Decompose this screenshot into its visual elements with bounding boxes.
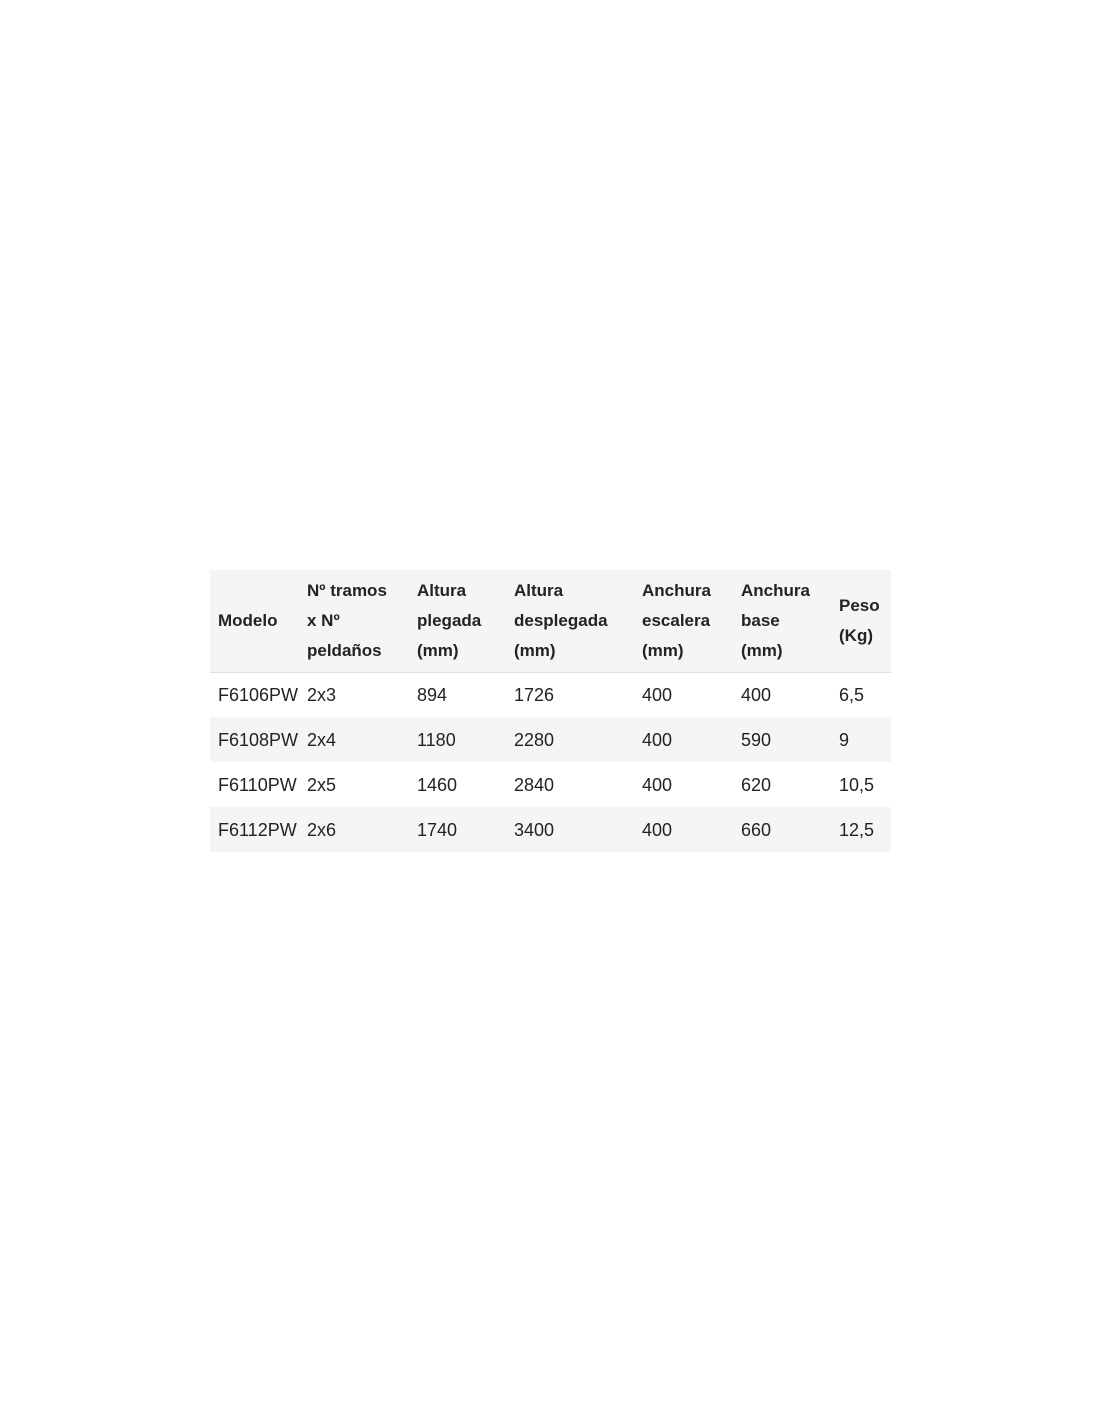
spec-table-body [210, 672, 891, 852]
header-anchura-base: Anchura base (mm) [733, 570, 831, 672]
spec-table-header [210, 570, 891, 672]
cell-peso: 9 [831, 717, 891, 762]
table-row [210, 717, 891, 762]
header-anchura-escalera: Anchura escalera (mm) [634, 570, 733, 672]
cell-altura-desplegada: 2280 [506, 717, 634, 762]
header-peso: Peso (Kg) [831, 570, 891, 672]
cell-altura-plegada: 1460 [409, 762, 506, 807]
cell-modelo: F6112PW [210, 807, 299, 852]
header-altura-plegada: Altura plegada (mm) [409, 570, 506, 672]
cell-altura-desplegada: 3400 [506, 807, 634, 852]
cell-modelo: F6106PW [210, 672, 299, 717]
table-row [210, 807, 891, 852]
cell-anchura-escalera: 400 [634, 717, 733, 762]
cell-anchura-base: 660 [733, 807, 831, 852]
cell-altura-plegada: 1180 [409, 717, 506, 762]
cell-anchura-escalera: 400 [634, 807, 733, 852]
cell-altura-desplegada: 1726 [506, 672, 634, 717]
cell-altura-desplegada: 2840 [506, 762, 634, 807]
cell-tramos-peldanos: 2x5 [299, 762, 409, 807]
table-row [210, 672, 891, 717]
cell-tramos-peldanos: 2x3 [299, 672, 409, 717]
cell-anchura-escalera: 400 [634, 762, 733, 807]
spec-table-container [210, 570, 891, 852]
cell-anchura-base: 400 [733, 672, 831, 717]
cell-peso: 10,5 [831, 762, 891, 807]
header-tramos-peldanos: Nº tramos x Nº peldaños [299, 570, 409, 672]
cell-peso: 6,5 [831, 672, 891, 717]
cell-anchura-base: 620 [733, 762, 831, 807]
cell-altura-plegada: 1740 [409, 807, 506, 852]
cell-altura-plegada: 894 [409, 672, 506, 717]
cell-peso: 12,5 [831, 807, 891, 852]
header-altura-desplegada: Altura desplegada (mm) [506, 570, 634, 672]
header-modelo: Modelo [210, 570, 299, 672]
cell-anchura-escalera: 400 [634, 672, 733, 717]
header-row [210, 570, 891, 672]
cell-modelo: F6108PW [210, 717, 299, 762]
cell-anchura-base: 590 [733, 717, 831, 762]
cell-modelo: F6110PW [210, 762, 299, 807]
table-row [210, 762, 891, 807]
cell-tramos-peldanos: 2x6 [299, 807, 409, 852]
spec-table [210, 570, 891, 852]
cell-tramos-peldanos: 2x4 [299, 717, 409, 762]
